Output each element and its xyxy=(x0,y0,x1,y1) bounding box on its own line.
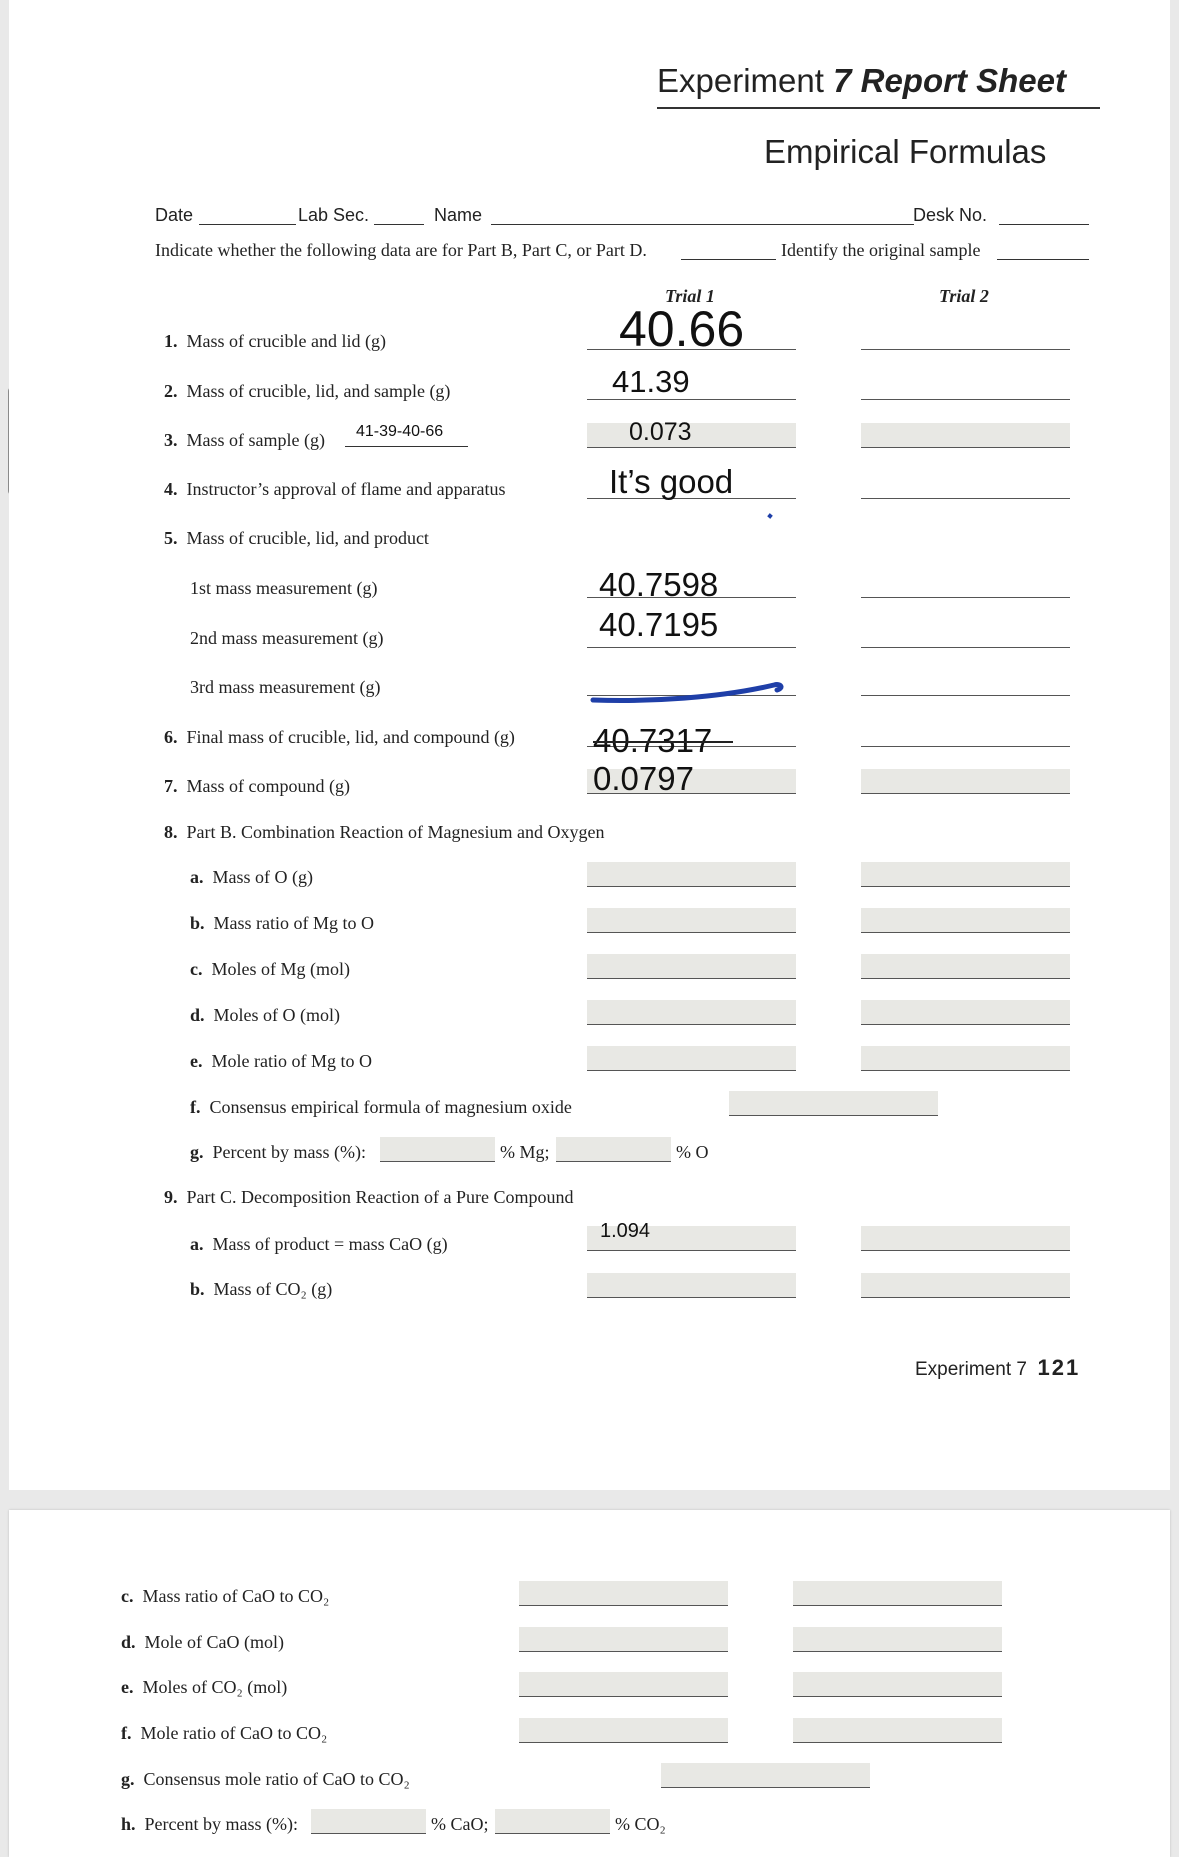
percent-mg-field[interactable] xyxy=(380,1137,495,1162)
row-7-label xyxy=(164,776,350,797)
row-9f-num: f. xyxy=(121,1723,132,1743)
row-8f-consensus-field[interactable] xyxy=(729,1091,938,1116)
row-8d-label xyxy=(190,1005,340,1026)
row-9e-num: e. xyxy=(121,1677,134,1697)
name-field[interactable] xyxy=(491,224,914,225)
row-8a-num: a. xyxy=(190,867,204,887)
row-5a-trial-2-field[interactable] xyxy=(861,573,1070,598)
percent-o-field[interactable] xyxy=(556,1137,671,1162)
row-9c-label xyxy=(121,1586,329,1607)
pen-dot xyxy=(767,513,773,519)
page-footer xyxy=(915,1355,1080,1381)
percent-co2-field[interactable] xyxy=(495,1809,610,1834)
row-9h-num: h. xyxy=(121,1814,136,1834)
desk-no-label: Desk No. xyxy=(913,205,988,225)
row-6-trial-1-value: 40.7317 xyxy=(593,722,713,759)
row-8e-trial-1-field[interactable] xyxy=(587,1046,796,1071)
row-9b-text: Mass of CO₂ (g) xyxy=(213,1279,333,1299)
row-8c-label xyxy=(190,959,350,980)
row-9c-num: c. xyxy=(121,1586,134,1606)
row-9b-trial-1-field[interactable] xyxy=(587,1273,796,1298)
indicate-part-label: Indicate whether the following data are for Part B, Part C, or Part D. xyxy=(155,240,647,260)
title-rule xyxy=(657,107,1100,109)
row-8a-label xyxy=(190,867,313,888)
row-6-strike xyxy=(593,741,733,743)
row-5-text: Mass of crucible, lid, and product xyxy=(186,528,429,548)
row-9d-num: d. xyxy=(121,1632,136,1652)
row-9a-text: Mass of product = mass CaO (g) xyxy=(212,1234,448,1254)
name-label: Name xyxy=(434,205,483,225)
row-9e-text: Moles of CO₂ (mol) xyxy=(142,1677,288,1697)
row-9f-label xyxy=(121,1723,327,1744)
row-8d-trial-2-field[interactable] xyxy=(861,1000,1070,1025)
row-5a-trial-1-value: 40.7598 xyxy=(599,566,719,603)
row-8c-trial-2-field[interactable] xyxy=(861,954,1070,979)
percent-mg-unit: % Mg; xyxy=(500,1142,550,1162)
report-title xyxy=(657,62,1066,100)
date-field[interactable] xyxy=(199,224,296,225)
row-8b-text: Mass ratio of Mg to O xyxy=(213,913,375,933)
row-3-label xyxy=(164,430,325,451)
row-1-trial-1-value: 40.66 xyxy=(619,301,745,357)
date-label: Date xyxy=(155,205,194,225)
row-9f-trial-1-field[interactable] xyxy=(519,1718,728,1743)
row-4-trial-2-field[interactable] xyxy=(861,474,1070,499)
row-9-num: 9. xyxy=(164,1187,178,1207)
row-9-text: Part C. Decomposition Reaction of a Pure Compound xyxy=(186,1187,574,1207)
row-9d-label xyxy=(121,1632,284,1653)
row-9a-trial-2-field[interactable] xyxy=(861,1226,1070,1251)
trial-2-header: Trial 2 xyxy=(939,286,989,306)
row-9d-trial-2-field[interactable] xyxy=(793,1627,1002,1652)
row-6-num: 6. xyxy=(164,727,178,747)
row-8e-trial-2-field[interactable] xyxy=(861,1046,1070,1071)
row-9a-label xyxy=(190,1234,448,1255)
row-9g-label xyxy=(121,1769,410,1790)
row-7-trial-1-value: 0.0797 xyxy=(593,760,694,797)
row-8f-num: f. xyxy=(190,1097,201,1117)
row-9b-num: b. xyxy=(190,1279,205,1299)
row-5-label xyxy=(164,528,429,549)
report-page-121 xyxy=(9,0,1170,1490)
title-report-sheet: Report Sheet xyxy=(860,62,1066,99)
row-1-trial-2-field[interactable] xyxy=(861,325,1070,350)
row-4-num: 4. xyxy=(164,479,178,499)
percent-cao-unit: % CaO; xyxy=(431,1814,489,1834)
row-8g-label xyxy=(190,1142,366,1163)
row-8f-label xyxy=(190,1097,572,1118)
row-3-note-line xyxy=(345,446,468,447)
row-3-trial-1-value: 0.073 xyxy=(629,418,692,446)
row-9h-label xyxy=(121,1814,298,1835)
row-5c-label: 3rd mass measurement (g) xyxy=(190,677,381,697)
percent-o-unit: % O xyxy=(676,1142,709,1162)
row-9b-trial-2-field[interactable] xyxy=(861,1273,1070,1298)
row-4-label xyxy=(164,479,506,500)
row-9c-text: Mass ratio of CaO to CO₂ xyxy=(142,1586,330,1606)
row-3-trial-2-field[interactable] xyxy=(861,423,1070,448)
row-9a-num: a. xyxy=(190,1234,204,1254)
row-8e-text: Mole ratio of Mg to O xyxy=(211,1051,372,1071)
row-8e-num: e. xyxy=(190,1051,203,1071)
row-9h-text: Percent by mass (%): xyxy=(144,1814,298,1834)
row-4-text: Instructor’s approval of flame and apparatus xyxy=(186,479,506,499)
row-5b-label: 2nd mass measurement (g) xyxy=(190,628,384,648)
row-2-trial-2-field[interactable] xyxy=(861,375,1070,400)
row-2-label xyxy=(164,381,450,402)
row-1-text: Mass of crucible and lid (g) xyxy=(186,331,386,351)
row-7-num: 7. xyxy=(164,776,178,796)
title-experiment: Experiment xyxy=(657,62,824,99)
row-1-num: 1. xyxy=(164,331,178,351)
lab-sec-field[interactable] xyxy=(374,224,424,225)
row-1-label xyxy=(164,331,386,352)
sample-field[interactable] xyxy=(997,259,1089,260)
footer-label: Experiment 7 xyxy=(915,1359,1027,1380)
row-9g-consensus-field[interactable] xyxy=(661,1763,870,1788)
row-3-text: Mass of sample (g) xyxy=(186,430,325,450)
row-8a-trial-1-field[interactable] xyxy=(587,862,796,887)
row-9c-trial-2-field[interactable] xyxy=(793,1581,1002,1606)
subtitle: Empirical Formulas xyxy=(764,133,1047,170)
row-8b-label xyxy=(190,913,374,934)
row-9d-trial-1-field[interactable] xyxy=(519,1627,728,1652)
percent-cao-field[interactable] xyxy=(311,1809,426,1834)
row-9a-trial-1-value: 1.094 xyxy=(600,1220,651,1242)
row-8-num: 8. xyxy=(164,822,178,842)
page-number: 121 xyxy=(1037,1355,1081,1380)
identify-sample-label: Identify the original sample xyxy=(781,240,981,260)
row-9e-label xyxy=(121,1677,287,1698)
row-9g-num: g. xyxy=(121,1769,135,1789)
row-6-label xyxy=(164,727,515,748)
row-6-trial-2-field[interactable] xyxy=(861,722,1070,747)
pen-stroke xyxy=(589,676,789,706)
row-6-text: Final mass of crucible, lid, and compound (g) xyxy=(186,727,515,747)
row-5a-label: 1st mass measurement (g) xyxy=(190,578,378,598)
row-8g-num: g. xyxy=(190,1142,204,1162)
trial-1-header: Trial 1 xyxy=(665,286,715,306)
part-field[interactable] xyxy=(681,259,776,260)
row-8a-text: Mass of O (g) xyxy=(212,867,313,887)
row-8g-text: Percent by mass (%): xyxy=(212,1142,366,1162)
row-8a-trial-2-field[interactable] xyxy=(861,862,1070,887)
row-5b-trial-2-field[interactable] xyxy=(861,623,1070,648)
row-3-num: 3. xyxy=(164,430,178,450)
row-8-text: Part B. Combination Reaction of Magnesium and Oxygen xyxy=(186,822,605,842)
row-9b-label xyxy=(190,1279,332,1300)
row-9d-text: Mole of CaO (mol) xyxy=(144,1632,284,1652)
row-9c-trial-1-field[interactable] xyxy=(519,1581,728,1606)
row-8d-text: Moles of O (mol) xyxy=(213,1005,340,1025)
row-9g-text: Consensus mole ratio of CaO to CO₂ xyxy=(143,1769,410,1789)
row-8f-text: Consensus empirical formula of magnesium oxide xyxy=(209,1097,572,1117)
row-5b-trial-1-value: 40.7195 xyxy=(599,606,719,643)
lab-sec-label: Lab Sec. xyxy=(298,205,370,225)
row-8c-trial-1-field[interactable] xyxy=(587,954,796,979)
row-2-trial-1-value: 41.39 xyxy=(612,364,690,399)
row-7-text: Mass of compound (g) xyxy=(186,776,350,796)
row-5c-trial-2-field[interactable] xyxy=(861,671,1070,696)
percent-co2-unit: % CO₂ xyxy=(615,1814,666,1834)
row-8b-trial-1-field[interactable] xyxy=(587,908,796,933)
row-8b-num: b. xyxy=(190,913,205,933)
row-5-num: 5. xyxy=(164,528,178,548)
title-number: 7 xyxy=(833,62,852,99)
row-8-label xyxy=(164,822,604,843)
row-8d-num: d. xyxy=(190,1005,205,1025)
row-8c-text: Moles of Mg (mol) xyxy=(211,959,350,979)
row-4-trial-1-value: It’s good xyxy=(609,463,734,500)
row-9f-text: Mole ratio of CaO to CO₂ xyxy=(140,1723,328,1743)
row-8c-num: c. xyxy=(190,959,203,979)
row-7-trial-2-field[interactable] xyxy=(861,769,1070,794)
row-2-num: 2. xyxy=(164,381,178,401)
row-9e-trial-1-field[interactable] xyxy=(519,1672,728,1697)
row-9f-trial-2-field[interactable] xyxy=(793,1718,1002,1743)
row-8b-trial-2-field[interactable] xyxy=(861,908,1070,933)
row-9e-trial-2-field[interactable] xyxy=(793,1672,1002,1697)
row-3-note: 41-39-40-66 xyxy=(356,423,444,440)
desk-no-field[interactable] xyxy=(999,224,1089,225)
row-8d-trial-1-field[interactable] xyxy=(587,1000,796,1025)
row-9-label xyxy=(164,1187,573,1208)
report-page-122 xyxy=(9,1510,1170,1857)
row-8e-label xyxy=(190,1051,372,1072)
row-2-text: Mass of crucible, lid, and sample (g) xyxy=(186,381,451,401)
